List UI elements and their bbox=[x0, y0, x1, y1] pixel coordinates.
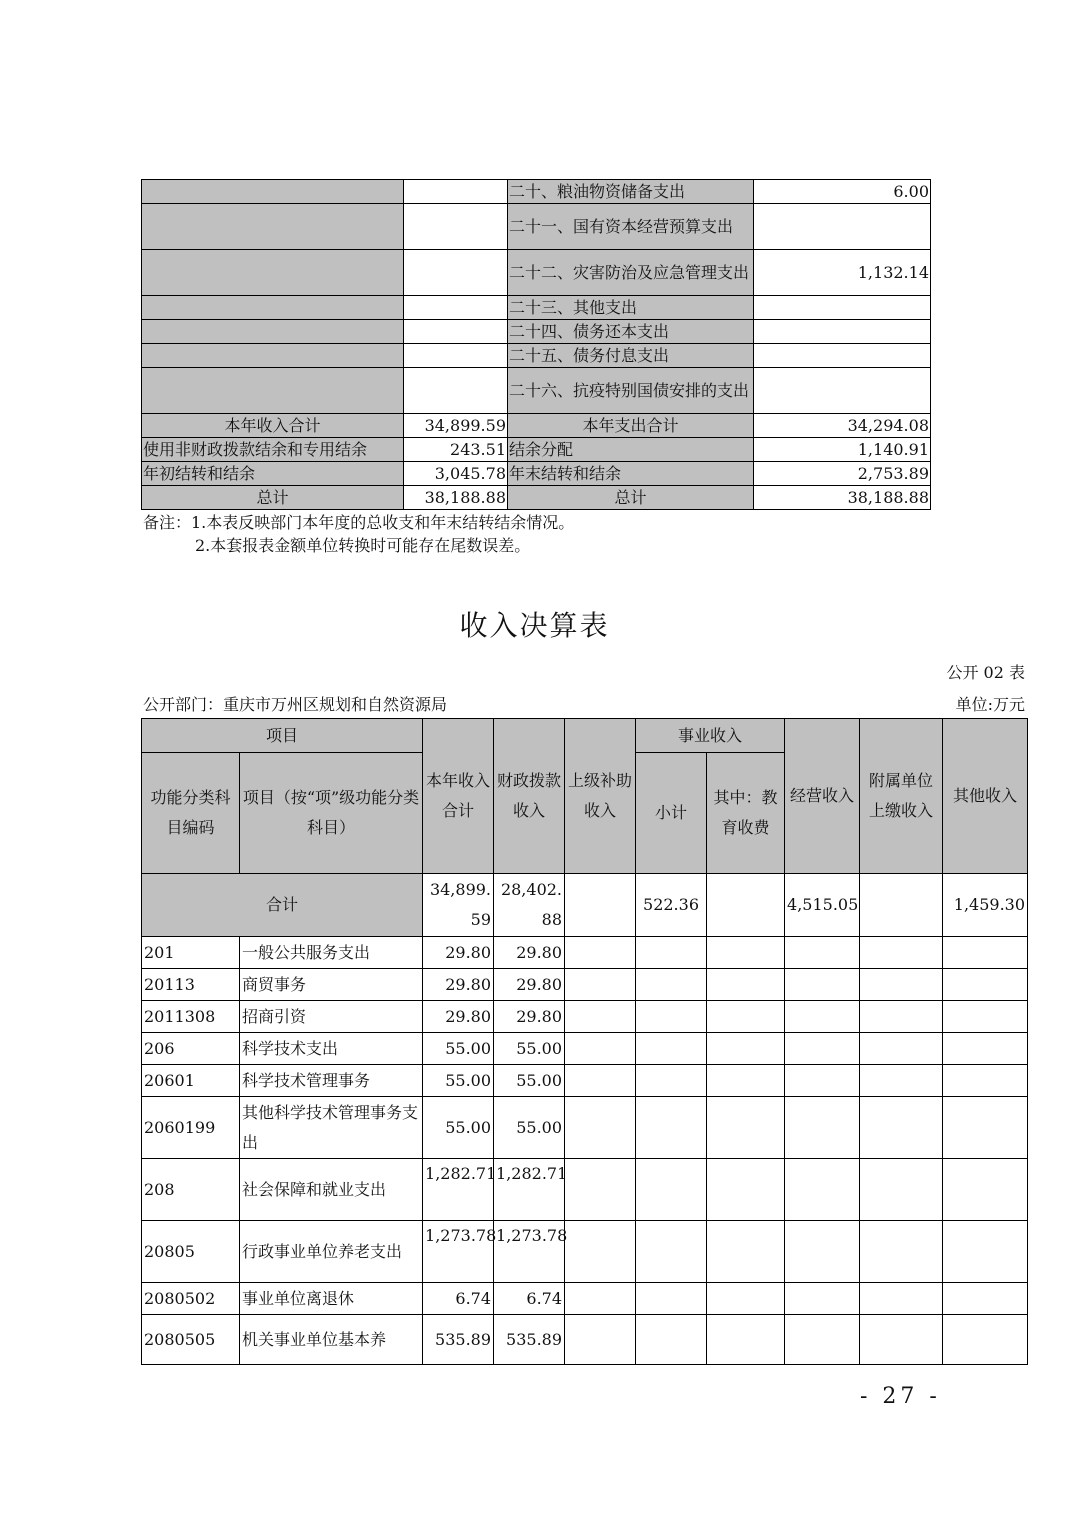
empty-cell bbox=[636, 937, 707, 969]
empty-cell bbox=[860, 1001, 943, 1033]
income-label-cell bbox=[142, 344, 404, 368]
empty-cell bbox=[707, 1221, 785, 1283]
empty-cell bbox=[860, 1221, 943, 1283]
income-label-cell bbox=[142, 368, 404, 414]
empty-cell bbox=[636, 1001, 707, 1033]
table-row bbox=[142, 250, 931, 296]
empty-cell bbox=[707, 1001, 785, 1033]
income-value-cell bbox=[404, 250, 508, 296]
table-row bbox=[142, 320, 931, 344]
empty-cell bbox=[860, 1315, 943, 1365]
expense-label-cell: 结余分配 bbox=[508, 438, 754, 462]
table-row bbox=[142, 204, 931, 250]
notes bbox=[143, 511, 574, 557]
empty-cell bbox=[860, 1159, 943, 1221]
table-row bbox=[142, 1097, 1028, 1159]
code-cell: 206 bbox=[142, 1033, 240, 1065]
expense-value-cell: 38,188.88 bbox=[754, 486, 931, 510]
empty-cell bbox=[707, 1065, 785, 1097]
name-cell: 一般公共服务支出 bbox=[240, 937, 423, 969]
income-value-cell bbox=[404, 204, 508, 250]
table-row bbox=[142, 1221, 1028, 1283]
name-cell: 科学技术支出 bbox=[240, 1033, 423, 1065]
empty-cell bbox=[707, 1315, 785, 1365]
fiscal-cell: 29.80 bbox=[494, 1001, 565, 1033]
expense-label-cell: 二十二、灾害防治及应急管理支出 bbox=[508, 250, 754, 296]
income-label-cell bbox=[142, 296, 404, 320]
code-cell: 20805 bbox=[142, 1221, 240, 1283]
empty-cell bbox=[943, 969, 1028, 1001]
fiscal-cell: 29.80 bbox=[494, 969, 565, 1001]
code-cell: 2011308 bbox=[142, 1001, 240, 1033]
fiscal-cell: 1,282.71 bbox=[494, 1159, 565, 1221]
income-label-cell: 总计 bbox=[142, 486, 404, 510]
name-cell: 招商引资 bbox=[240, 1001, 423, 1033]
table-row bbox=[142, 438, 931, 462]
empty-cell bbox=[943, 1283, 1028, 1315]
total-cell: 29.80 bbox=[423, 937, 494, 969]
total-row bbox=[142, 874, 1028, 937]
name-cell: 行政事业单位养老支出 bbox=[240, 1221, 423, 1283]
table-row bbox=[142, 368, 931, 414]
header-row bbox=[142, 719, 1028, 753]
name-cell: 事业单位离退休 bbox=[240, 1283, 423, 1315]
table-row bbox=[142, 1001, 1028, 1033]
affiliated-value bbox=[860, 874, 943, 937]
table-row bbox=[142, 1283, 1028, 1315]
total-cell: 29.80 bbox=[423, 969, 494, 1001]
table-row bbox=[142, 1065, 1028, 1097]
name-cell: 其他科学技术管理事务支出 bbox=[240, 1097, 423, 1159]
income-label-cell bbox=[142, 204, 404, 250]
subtotal-value: 522.36 bbox=[636, 874, 707, 937]
empty-cell bbox=[785, 1065, 860, 1097]
empty-cell bbox=[860, 1097, 943, 1159]
empty-cell bbox=[943, 937, 1028, 969]
total-cell: 1,282.71 bbox=[423, 1159, 494, 1221]
table-row bbox=[142, 937, 1028, 969]
expense-label-cell: 年末结转和结余 bbox=[508, 462, 754, 486]
empty-cell bbox=[707, 1097, 785, 1159]
fiscal-cell: 535.89 bbox=[494, 1315, 565, 1365]
fiscal-cell: 55.00 bbox=[494, 1097, 565, 1159]
empty-cell bbox=[707, 969, 785, 1001]
expense-value-cell: 1,132.14 bbox=[754, 250, 931, 296]
fiscal-cell: 6.74 bbox=[494, 1283, 565, 1315]
table-row bbox=[142, 344, 931, 368]
empty-cell bbox=[565, 969, 636, 1001]
code-cell: 20601 bbox=[142, 1065, 240, 1097]
empty-cell bbox=[860, 969, 943, 1001]
header-other: 其他收入 bbox=[943, 719, 1028, 874]
empty-cell bbox=[565, 1097, 636, 1159]
expense-label-cell: 二十一、国有资本经营预算支出 bbox=[508, 204, 754, 250]
header-business: 事业收入 bbox=[636, 719, 785, 753]
empty-cell bbox=[565, 937, 636, 969]
unit-label: 单位:万元 bbox=[955, 695, 1025, 714]
header-fiscal: 财政拨款收入 bbox=[494, 719, 565, 874]
income-value-cell bbox=[404, 344, 508, 368]
empty-cell bbox=[636, 1097, 707, 1159]
table-row bbox=[142, 1315, 1028, 1365]
department-label: 公开部门：重庆市万州区规划和自然资源局 bbox=[143, 695, 448, 714]
empty-cell bbox=[707, 1033, 785, 1065]
header-code: 功能分类科目编码 bbox=[142, 753, 240, 874]
name-cell: 商贸事务 bbox=[240, 969, 423, 1001]
note-line-2: 2.本套报表金额单位转换时可能存在尾数误差。 bbox=[195, 536, 531, 555]
total-label: 合计 bbox=[142, 874, 423, 937]
page-title: 收入决算表 bbox=[459, 609, 610, 642]
expense-value-cell bbox=[754, 344, 931, 368]
header-operating: 经营收入 bbox=[785, 719, 860, 874]
empty-cell bbox=[636, 1065, 707, 1097]
name-cell: 社会保障和就业支出 bbox=[240, 1159, 423, 1221]
empty-cell bbox=[943, 1033, 1028, 1065]
code-cell: 20113 bbox=[142, 969, 240, 1001]
table-number: 公开 02 表 bbox=[946, 663, 1025, 682]
income-label-cell bbox=[142, 180, 404, 204]
empty-cell bbox=[707, 937, 785, 969]
income-value-cell: 34,899.59 bbox=[404, 414, 508, 438]
total-cell: 29.80 bbox=[423, 1001, 494, 1033]
empty-cell bbox=[565, 1283, 636, 1315]
expense-value-cell: 34,294.08 bbox=[754, 414, 931, 438]
empty-cell bbox=[785, 969, 860, 1001]
empty-cell bbox=[565, 1221, 636, 1283]
total-cell: 6.74 bbox=[423, 1283, 494, 1315]
empty-cell bbox=[785, 1159, 860, 1221]
header-superior: 上级补助收入 bbox=[565, 719, 636, 874]
empty-cell bbox=[565, 1159, 636, 1221]
total-cell: 55.00 bbox=[423, 1065, 494, 1097]
empty-cell bbox=[785, 1221, 860, 1283]
income-value-cell: 3,045.78 bbox=[404, 462, 508, 486]
other-value: 1,459.30 bbox=[943, 874, 1028, 937]
fiscal-cell: 55.00 bbox=[494, 1033, 565, 1065]
table-row bbox=[142, 969, 1028, 1001]
expense-value-cell bbox=[754, 296, 931, 320]
empty-cell bbox=[785, 1097, 860, 1159]
table-row bbox=[142, 1033, 1028, 1065]
income-expense-summary-table bbox=[141, 179, 931, 510]
expense-label-cell: 本年支出合计 bbox=[508, 414, 754, 438]
expense-value-cell: 2,753.89 bbox=[754, 462, 931, 486]
income-value-cell: 243.51 bbox=[404, 438, 508, 462]
total-cell: 535.89 bbox=[423, 1315, 494, 1365]
operating-value: 4,515.05 bbox=[785, 874, 860, 937]
header-item: 项目（按“项”级功能分类科目） bbox=[240, 753, 423, 874]
name-cell: 机关事业单位基本养 bbox=[240, 1315, 423, 1365]
header-affiliated: 附属单位上缴收入 bbox=[860, 719, 943, 874]
empty-cell bbox=[943, 1221, 1028, 1283]
education-value bbox=[707, 874, 785, 937]
income-label-cell bbox=[142, 320, 404, 344]
empty-cell bbox=[785, 1001, 860, 1033]
empty-cell bbox=[943, 1001, 1028, 1033]
empty-cell bbox=[785, 937, 860, 969]
expense-label-cell: 二十、粮油物资储备支出 bbox=[508, 180, 754, 204]
income-value-cell bbox=[404, 180, 508, 204]
empty-cell bbox=[565, 1065, 636, 1097]
total-cell: 55.00 bbox=[423, 1033, 494, 1065]
income-statement-table bbox=[141, 718, 1028, 1365]
empty-cell bbox=[565, 1033, 636, 1065]
expense-label-cell: 二十四、债务还本支出 bbox=[508, 320, 754, 344]
expense-label-cell: 二十五、债务付息支出 bbox=[508, 344, 754, 368]
empty-cell bbox=[860, 1283, 943, 1315]
expense-value-cell bbox=[754, 368, 931, 414]
fiscal-cell: 29.80 bbox=[494, 937, 565, 969]
superior-value bbox=[565, 874, 636, 937]
total-cell: 1,273.78 bbox=[423, 1221, 494, 1283]
total-cell: 55.00 bbox=[423, 1097, 494, 1159]
table-row bbox=[142, 486, 931, 510]
expense-label-cell: 二十三、其他支出 bbox=[508, 296, 754, 320]
income-value-cell: 38,188.88 bbox=[404, 486, 508, 510]
empty-cell bbox=[636, 1159, 707, 1221]
income-value-cell bbox=[404, 368, 508, 414]
expense-value-cell: 1,140.91 bbox=[754, 438, 931, 462]
income-label-cell: 年初结转和结余 bbox=[142, 462, 404, 486]
empty-cell bbox=[785, 1315, 860, 1365]
expense-value-cell bbox=[754, 320, 931, 344]
table-row bbox=[142, 296, 931, 320]
table-row bbox=[142, 414, 931, 438]
table-row bbox=[142, 462, 931, 486]
empty-cell bbox=[943, 1159, 1028, 1221]
empty-cell bbox=[860, 937, 943, 969]
page-number: - 27 - bbox=[860, 1384, 941, 1409]
table-row bbox=[142, 1159, 1028, 1221]
expense-label-cell: 总计 bbox=[508, 486, 754, 510]
empty-cell bbox=[943, 1097, 1028, 1159]
header-education: 其中：教育收费 bbox=[707, 753, 785, 874]
expense-label-cell: 二十六、抗疫特别国债安排的支出 bbox=[508, 368, 754, 414]
empty-cell bbox=[565, 1001, 636, 1033]
income-label-cell: 本年收入合计 bbox=[142, 414, 404, 438]
note-line-1: 备注：1.本表反映部门本年度的总收支和年末结转结余情况。 bbox=[143, 513, 575, 532]
empty-cell bbox=[707, 1159, 785, 1221]
empty-cell bbox=[636, 969, 707, 1001]
empty-cell bbox=[785, 1283, 860, 1315]
empty-cell bbox=[943, 1065, 1028, 1097]
empty-cell bbox=[565, 1315, 636, 1365]
code-cell: 201 bbox=[142, 937, 240, 969]
empty-cell bbox=[636, 1033, 707, 1065]
income-value-cell bbox=[404, 296, 508, 320]
empty-cell bbox=[785, 1033, 860, 1065]
code-cell: 208 bbox=[142, 1159, 240, 1221]
code-cell: 2080505 bbox=[142, 1315, 240, 1365]
header-subtotal: 小计 bbox=[636, 753, 707, 874]
empty-cell bbox=[943, 1315, 1028, 1365]
name-cell: 科学技术管理事务 bbox=[240, 1065, 423, 1097]
fiscal-cell: 55.00 bbox=[494, 1065, 565, 1097]
empty-cell bbox=[860, 1033, 943, 1065]
expense-value-cell bbox=[754, 204, 931, 250]
header-project: 项目 bbox=[142, 719, 423, 753]
income-value-cell bbox=[404, 320, 508, 344]
fiscal-cell: 1,273.78 bbox=[494, 1221, 565, 1283]
code-cell: 2060199 bbox=[142, 1097, 240, 1159]
empty-cell bbox=[636, 1221, 707, 1283]
empty-cell bbox=[636, 1315, 707, 1365]
income-label-cell bbox=[142, 250, 404, 296]
header-total: 本年收入合计 bbox=[423, 719, 494, 874]
expense-value-cell: 6.00 bbox=[754, 180, 931, 204]
empty-cell bbox=[636, 1283, 707, 1315]
income-label-cell: 使用非财政拨款结余和专用结余 bbox=[142, 438, 404, 462]
table-row bbox=[142, 180, 931, 204]
fiscal-value: 28,402.88 bbox=[494, 874, 565, 937]
total-value: 34,899.59 bbox=[423, 874, 494, 937]
empty-cell bbox=[707, 1283, 785, 1315]
empty-cell bbox=[860, 1065, 943, 1097]
code-cell: 2080502 bbox=[142, 1283, 240, 1315]
